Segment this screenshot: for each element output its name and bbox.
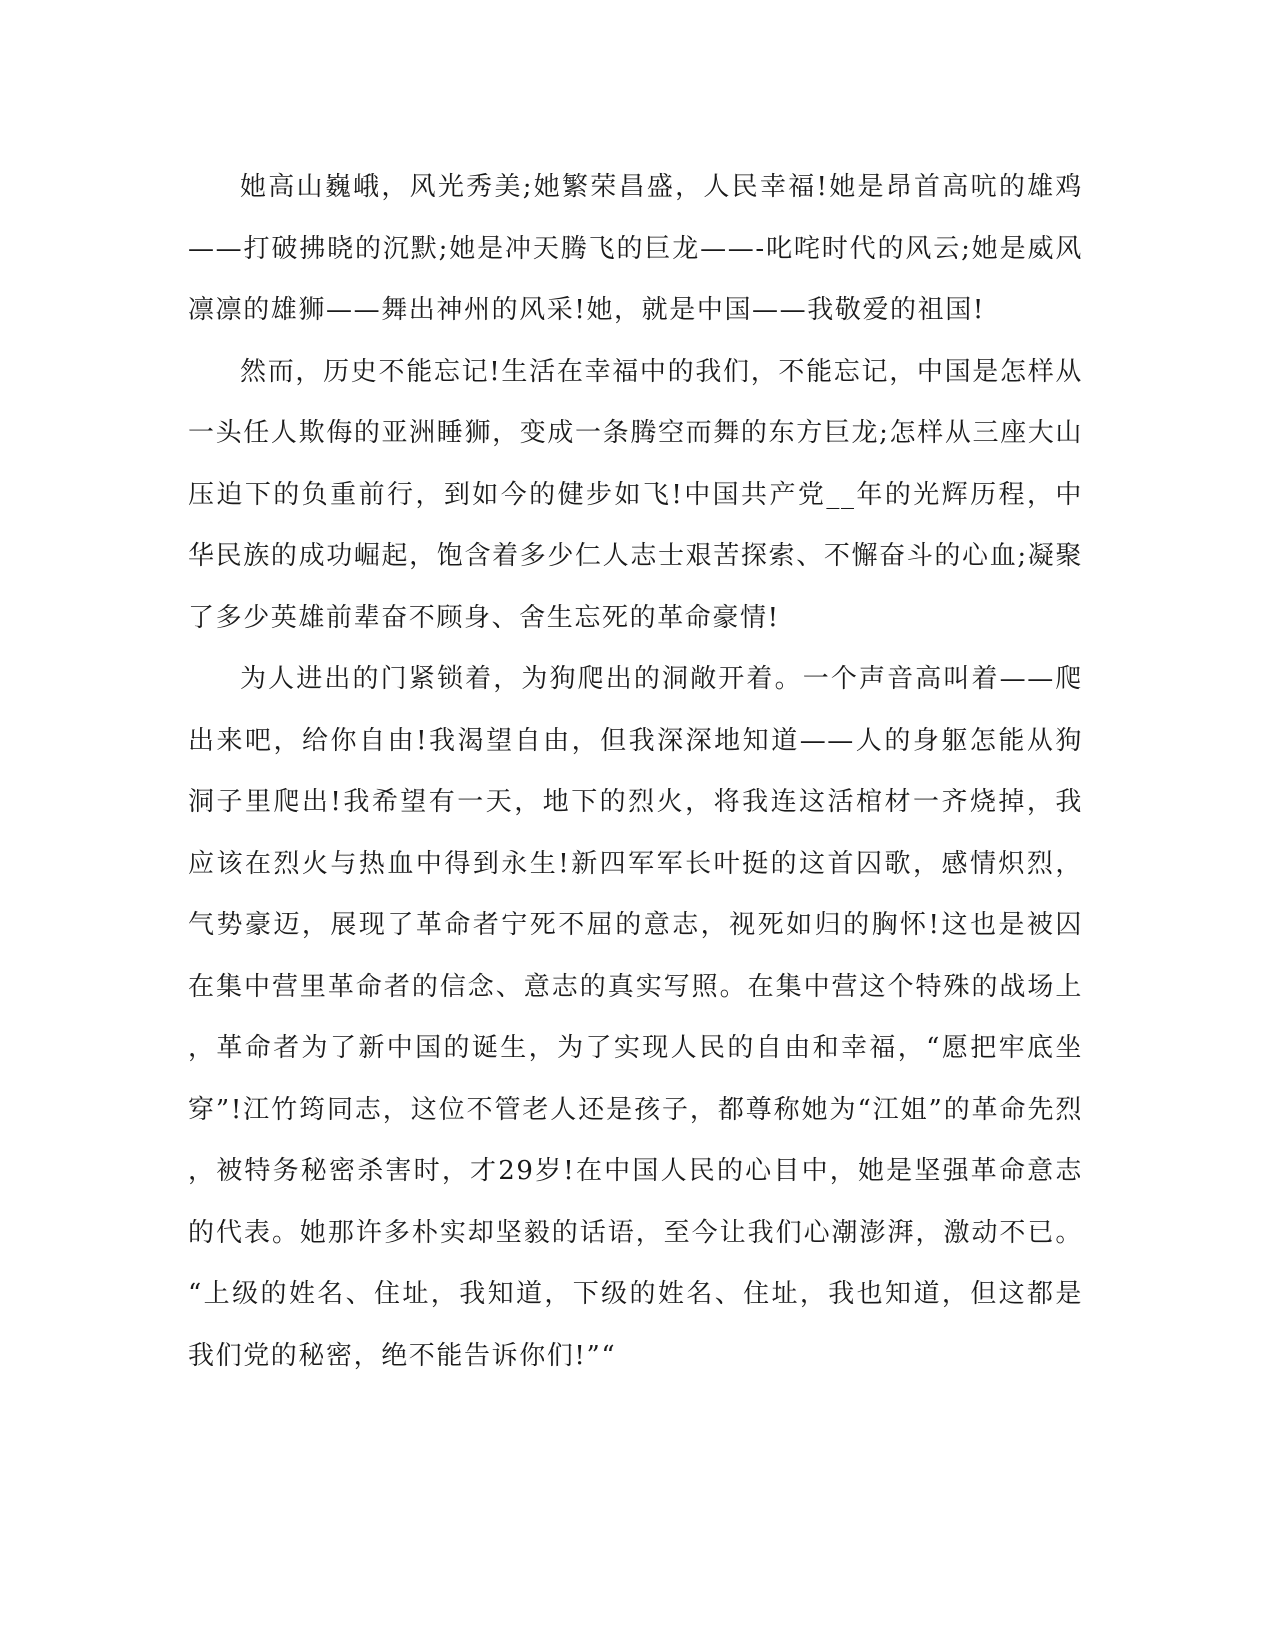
- paragraph: 她高山巍峨，风光秀美;她繁荣昌盛，人民幸福!她是昂首高吭的雄鸡——打破拂晓的沉默;她是冲天腾飞的巨龙——-叱咤时代的风云;她是威风凛凛的雄狮——舞出神州的风采!她，就是中国——我敬爱的祖国!: [188, 172, 1083, 325]
- body-text: [188, 157, 1083, 1387]
- paragraph: 然而，历史不能忘记!生活在幸福中的我们，不能忘记，中国是怎样从一头任人欺侮的亚洲睡狮，变成一条腾空而舞的东方巨龙;怎样从三座大山压迫下的负重前行，到如今的健步如飞!中国共产党__年的光辉历程，中华民族的成功崛起，饱含着多少仁人志士艰苦探索、不懈奋斗的心血;凝聚了多少英雄前辈奋不顾身、舍生忘死的革命豪情!: [188, 356, 1083, 633]
- paragraph: 为人进出的门紧锁着，为狗爬出的洞敞开着。一个声音高叫着——爬出来吧，给你自由!我渴望自由，但我深深地知道——人的身躯怎能从狗洞子里爬出!我希望有一天，地下的烈火，将我连这活棺材一齐烧掉，我应该在烈火与热血中得到永生!新四军军长叶挺的这首囚歌，感情炽烈，气势豪迈，展现了革命者宁死不屈的意志，视死如归的胸怀!这也是被囚在集中营里革命者的信念、意志的真实写照。在集中营这个特殊的战场上，革命者为了新中国的诞生，为了实现人民的自由和幸福，“愿把牢底坐穿”!江竹筠同志，这位不管老人还是孩子，都尊称她为“江姐”的革命先烈，被特务秘密杀害时，才29岁!在中国人民的心目中，她是坚强革命意志的代表。她那许多朴实却坚毅的话语，至今让我们心潮澎湃，激动不已。“上级的姓名、住址，我知道，下级的姓名、住址，我也知道，但这都是我们党的秘密，绝不能告诉你们!”“: [188, 664, 1083, 1371]
